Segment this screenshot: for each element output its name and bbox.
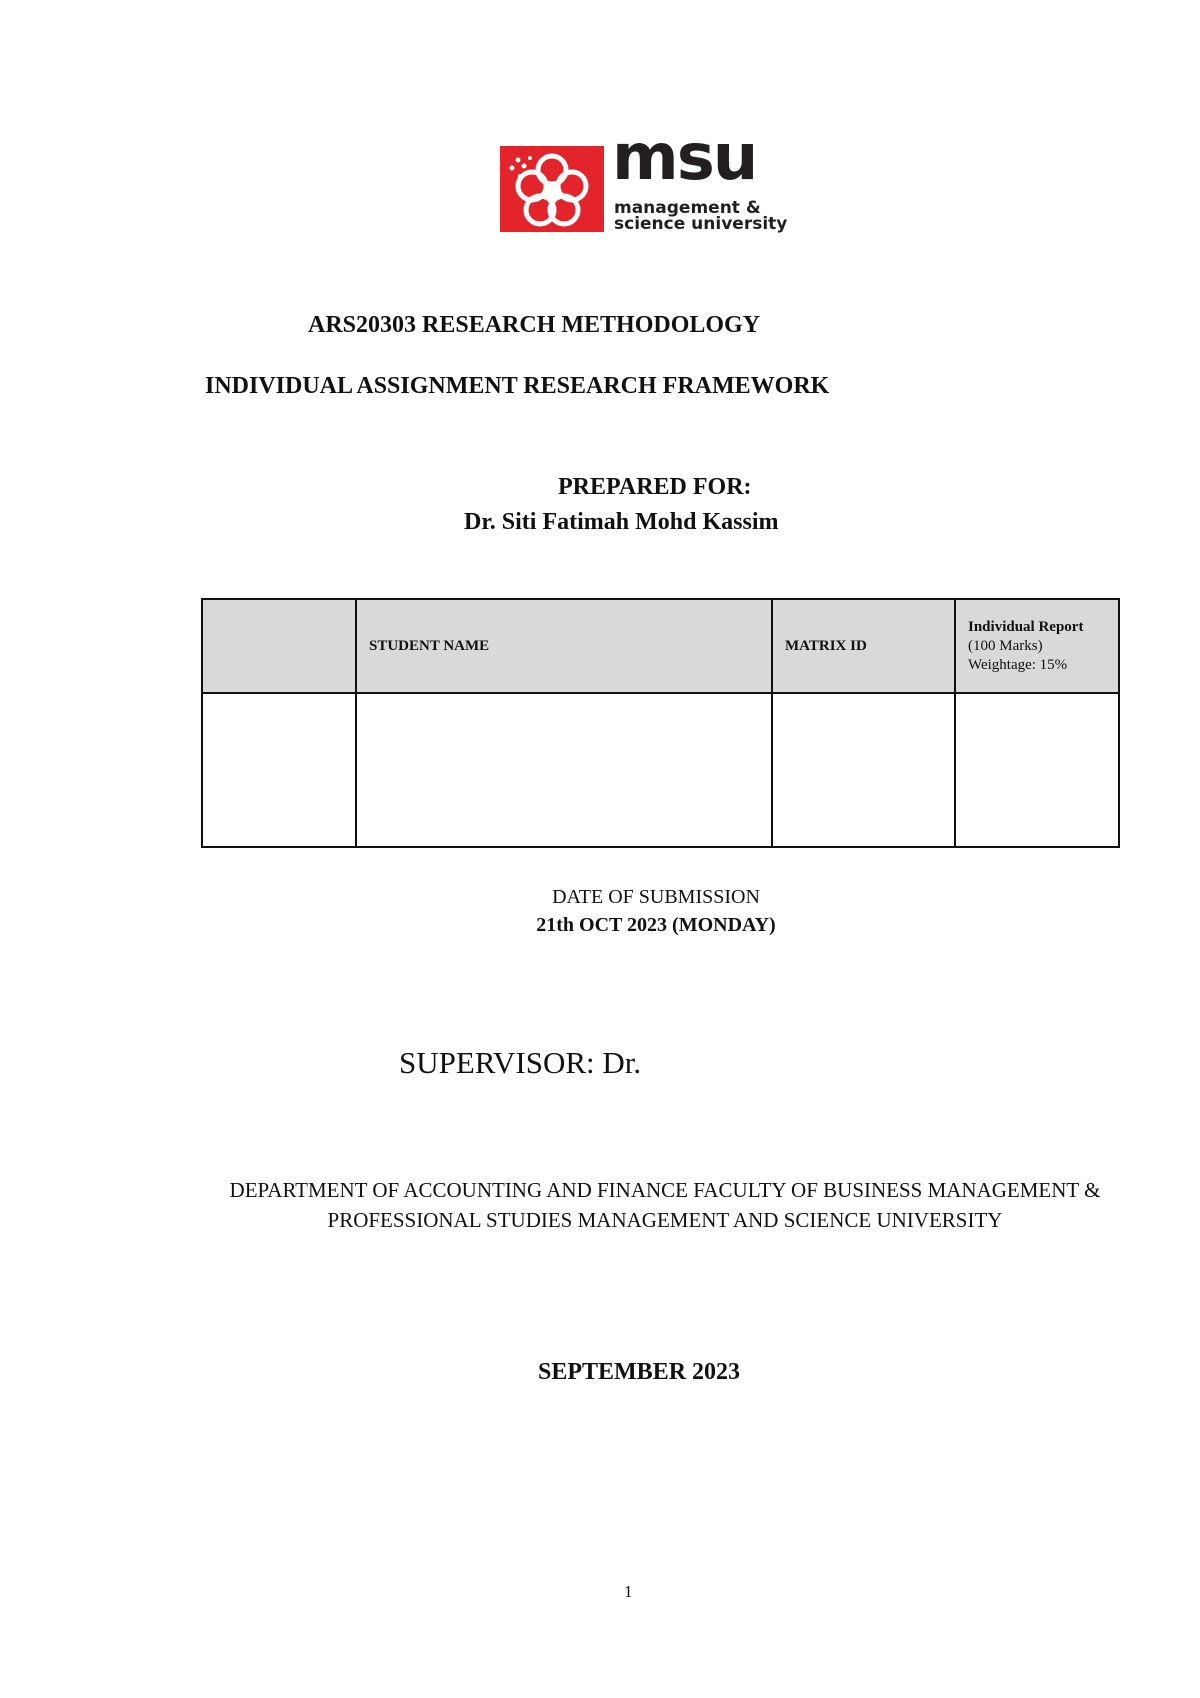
header-individual-report [955, 599, 1119, 693]
page-number: 1 [624, 1582, 633, 1601]
cell-report [955, 693, 1119, 847]
report-marks: (100 Marks) [968, 637, 1043, 654]
logo-subtitle [614, 200, 787, 232]
header-student-name: STUDENT NAME [356, 599, 772, 693]
assignment-title: INDIVIDUAL ASSIGNMENT RESEARCH FRAMEWORK [205, 373, 830, 399]
table-header-row [202, 599, 1119, 693]
hibiscus-flower-icon [500, 146, 604, 232]
prepared-for-label: PREPARED FOR: [558, 474, 752, 500]
supervisor-line: SUPERVISOR: Dr. [399, 1045, 642, 1080]
table-row [202, 693, 1119, 847]
logo-subtitle-line2: science university [614, 214, 788, 234]
submission-block [0, 883, 1200, 939]
header-cell-blank [202, 599, 356, 693]
cell-student-name [356, 693, 772, 847]
header-matrix-id: MATRIX ID [772, 599, 955, 693]
department-text: DEPARTMENT OF ACCOUNTING AND FINANCE FACULTY OF BUSINESS MANAGEMENT & PROFESSIONAL STUDIES MANAGEMENT AND SCIENCE UNIVERSITY [229, 1178, 1101, 1232]
lecturer-name: Dr. Siti Fatimah Mohd Kassim [464, 509, 779, 535]
student-info-table [201, 598, 1120, 848]
course-title: ARS20303 RESEARCH METHODOLOGY [308, 312, 761, 338]
submission-date: 21th OCT 2023 (MONDAY) [536, 914, 776, 936]
msu-logo [500, 121, 800, 240]
cell-matrix-id [772, 693, 955, 847]
logo-wordmark: msu [612, 121, 757, 195]
report-title: Individual Report [968, 618, 1084, 635]
submission-label: DATE OF SUBMISSION [552, 886, 760, 908]
report-weightage: Weightage: 15% [968, 656, 1068, 673]
cell-blank [202, 693, 356, 847]
logo-subtitle-line1: management & [614, 198, 761, 218]
month-year: SEPTEMBER 2023 [538, 1359, 741, 1385]
